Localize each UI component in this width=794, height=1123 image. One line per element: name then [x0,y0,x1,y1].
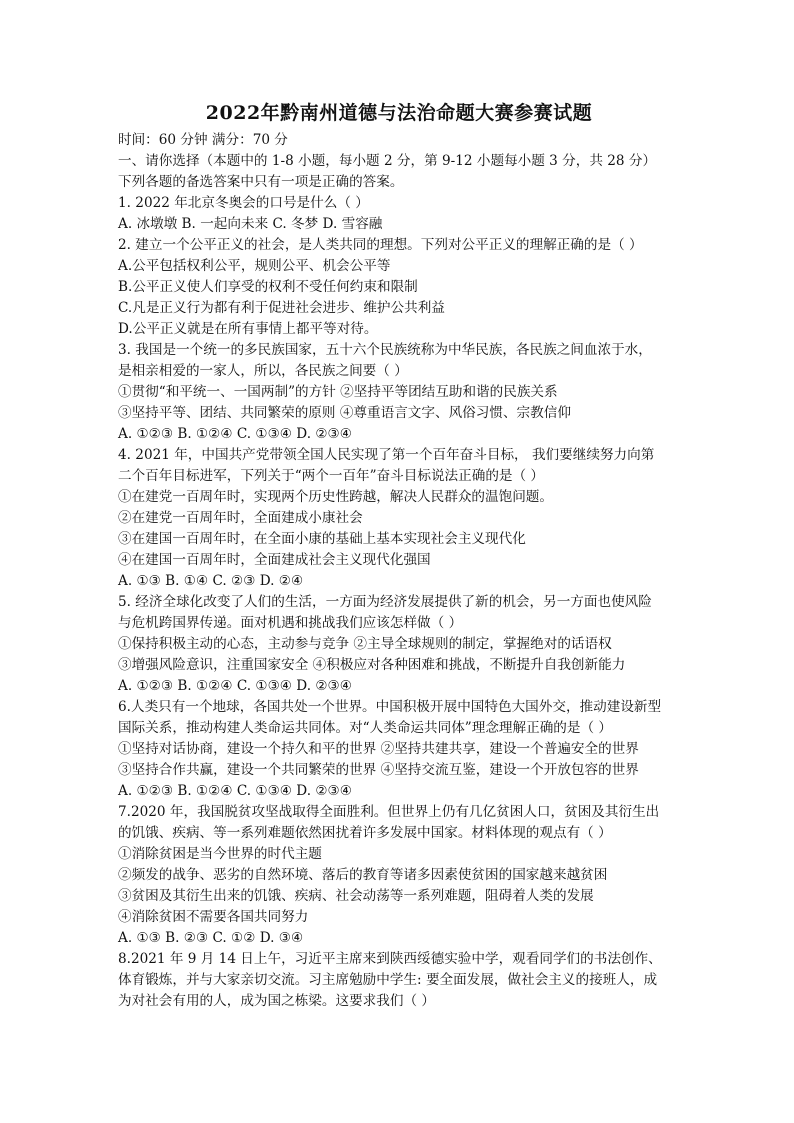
question-option-line: A. ①③ B. ①④ C. ②③ D. ②④ [118,573,304,589]
question-option-line: ①保持积极主动的心态，主动参与竞争 ②主导全球规则的制定，掌握绝对的话语权 [118,636,612,652]
question-4 [118,445,680,592]
question-option-line: ①贯彻“和平统一、一国两制”的方针 ②坚持平等团结互助和谐的民族关系 [118,384,558,400]
question-stem-line: 1. 2022 年北京冬奥会的口号是什么（ ） [118,195,369,211]
question-option-line: ①坚持对话协商，建设一个持久和平的世界 ②坚持共建共享，建设一个普遍安全的世界 [118,741,639,757]
question-stem-line: 是相亲相爱的一家人，所以，各民族之间要（ ） [118,363,408,379]
question-option-line: ③坚持合作共赢，建设一个共同繁荣的世界 ④坚持交流互鉴，建设一个开放包容的世界 [118,762,639,778]
question-option-line: A. ①②③ B. ①②④ C. ①③④ D. ②③④ [118,426,352,442]
question-option-line: ④在建国一百周年时，全面建成社会主义现代化强国 [118,552,431,568]
section-heading: 一、请你选择（本题中的 1-8 小题，每小题 2 分，第 9-12 小题每小题 3 分，共 28 分） [118,153,657,169]
question-7 [118,802,680,949]
question-stem-line: 与危机跨国界传递。面对机遇和挑战我们应该怎样做（ ） [118,615,463,631]
question-list [118,193,680,1012]
question-option-line: A. ①③ B. ②③ C. ①② D. ③④ [118,930,304,946]
question-option-line: ②在建党一百周年时，全面建成小康社会 [118,510,363,526]
exam-title: 2022年黔南州道德与法治命题大赛参赛试题 [205,102,593,124]
question-stem-line: 5. 经济全球化改变了人们的生活，一方面为经济发展提供了新的机会，另一方面也使风险 [118,594,652,610]
question-option-line: A. 冰墩墩 B. 一起向未来 C. 冬梦 D. 雪容融 [118,216,383,232]
question-option-line: A.公平包括权利公平，规则公平、机会公平等 [118,258,391,274]
question-stem-line: 3. 我国是一个统一的多民族国家，五十六个民族统称为中华民族，各民族之间血浓于水， [118,342,652,358]
question-stem-line: 为对社会有用的人，成为国之栋梁。这要求我们（ ） [118,993,435,1009]
question-stem-line: 7.2020 年，我国脱贫攻坚战取得全面胜利。但世界上仍有几亿贫困人口，贫困及其衍生出 [118,804,660,820]
question-option-line: C.凡是正义行为都有利于促进社会进步、维护公共利益 [118,300,445,316]
question-stem-line: 的饥饿、疾病、等一系列难题依然困扰着许多发展中国家。材料体现的观点有（ ） [118,825,612,841]
question-option-line: ①消除贫困是当今世界的时代主题 [118,846,322,862]
question-option-line: B.公平正义使人们享受的权利不受任何约束和限制 [118,279,418,295]
question-option-line: A. ①②③ B. ①②④ C. ①③④ D. ②③④ [118,678,352,694]
question-option-line: ④消除贫困不需要各国共同努力 [118,909,309,925]
question-stem-line: 二个百年目标进军，下列关于“两个一百年”奋斗目标说法正确的是（ ） [118,468,545,484]
question-stem-line: 8.2021 年 9 月 14 日上午，习近平主席来到陕西绥德实验中学，观看同学们的书法创作、 [118,951,662,967]
exam-meta: 时间：60 分钟 满分：70 分 [118,132,288,148]
question-option-line: ①在建党一百周年时，实现两个历史性跨越，解决人民群众的温饱问题。 [118,489,553,505]
question-stem-line: 4. 2021 年，中国共产党带领全国人民实现了第一个百年奋斗目标， 我们要继续努力向第 [118,447,655,463]
question-stem-line: 国际关系，推动构建人类命运共同体。对“人类命运共同体”理念理解正确的是（ ） [118,720,612,736]
question-option-line: ③增强风险意识，注重国家安全 ④积极应对各种困难和挑战，不断提升自我创新能力 [118,657,626,673]
question-5 [118,592,680,697]
section-instruction: 下列各题的备选答案中只有一项是正确的答案。 [118,174,404,190]
question-6 [118,697,680,802]
question-1 [118,193,680,235]
question-2 [118,235,680,340]
question-option-line: ③贫困及其衍生出来的饥饿、疾病、社会动荡等一系列难题，阻碍着人类的发展 [118,888,594,904]
question-option-line: A. ①②③ B. ①②④ C. ①③④ D. ②③④ [118,783,352,799]
question-option-line: D.公平正义就是在所有事情上都平等对待。 [118,321,378,337]
question-option-line: ③坚持平等、团结、共同繁荣的原则 ④尊重语言文字、风俗习惯、宗教信仰 [118,405,571,421]
question-3 [118,340,680,445]
question-8 [118,949,680,1012]
question-option-line: ③在建国一百周年时，在全面小康的基础上基本实现社会主义现代化 [118,531,526,547]
question-stem-line: 体育锻炼，并与大家亲切交流。习主席勉励中学生: 要全面发展，做社会主义的接班人，成 [118,972,658,988]
question-stem-line: 6.人类只有一个地球，各国共处一个世界。中国积极开展中国特色大国外交，推动建设新型 [118,699,662,715]
question-option-line: ②频发的战争、恶劣的自然环境、落后的教育等诸多因素使贫困的国家越来越贫困 [118,867,608,883]
question-stem-line: 2. 建立一个公平正义的社会，是人类共同的理想。下列对公平正义的理解正确的是（ ） [118,237,643,253]
exam-page [118,100,680,1012]
